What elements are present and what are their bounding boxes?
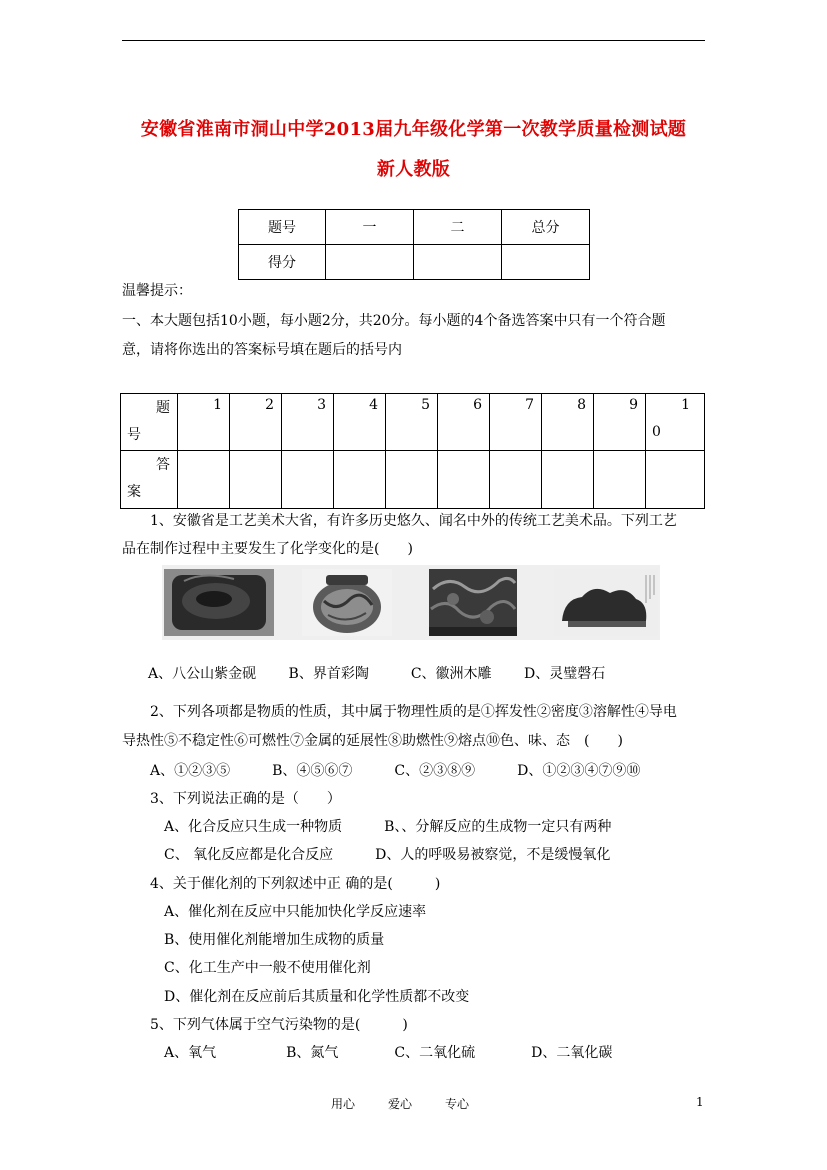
question-4-option-b: B、使用催化剂能增加生成物的质量 [164, 932, 385, 948]
question-number-cell: 5 [386, 394, 438, 451]
table-row [239, 210, 590, 245]
question-5-stem: 5、下列气体属于空气污染物的是( ) [150, 1017, 408, 1033]
table-row [239, 245, 590, 280]
section-instruction-cont: 意，请将你选出的答案标号填在题后的括号内 [122, 342, 402, 358]
answer-cell [542, 451, 594, 509]
question-4-option-c: C、化工生产中一般不使用催化剂 [164, 960, 371, 976]
header-char: 题 [156, 400, 170, 416]
tip-label: 温馨提示： [122, 283, 192, 299]
footer-word: 用心 [331, 1097, 356, 1111]
question-number-cell: 6 [438, 394, 490, 451]
question-4-option-a: A、催化剂在反应中只能加快化学反应速率 [164, 904, 427, 920]
table-row [121, 451, 705, 509]
header-char: 答 [156, 457, 170, 473]
score-cell [326, 245, 414, 280]
question-4-stem: 4、关于催化剂的下列叙述中正 确的是( ) [150, 876, 441, 892]
answer-cell [646, 451, 705, 509]
answer-cell [178, 451, 230, 509]
question-5-options: A、氧气 B、氮气 C、二氧化硫 D、二氧化碳 [164, 1045, 613, 1061]
table-row [121, 394, 705, 451]
question-3-options-cd: C、 氧化反应都是化合反应 D、人的呼吸易被察觉，不是缓慢氧化 [164, 847, 611, 863]
answer-cell [438, 451, 490, 509]
inkstone-photo [164, 569, 274, 636]
header-char: 号 [127, 427, 141, 443]
header-rule [122, 40, 705, 41]
question-number-cell: 7 [490, 394, 542, 451]
woodcarving-photo [429, 569, 517, 636]
question-1-options: A、八公山紫金砚 B、界首彩陶 C、徽洲木雕 D、灵璧磬石 [148, 666, 606, 682]
footer-word: 专心 [445, 1097, 470, 1111]
question-number-cell: 8 [542, 394, 594, 451]
answer-cell [594, 451, 646, 509]
question-1-stem: 1、安徽省是工艺美术大省，有许多历史悠久、闻名中外的传统工艺美术品。下列工艺 [150, 513, 677, 529]
question-2-stem: 2、下列各项都是物质的性质，其中属于物理性质的是①挥发性②密度③溶解性④导电 [150, 704, 677, 720]
score-header-cell: 题号 [239, 210, 326, 245]
score-header-cell: 二 [414, 210, 502, 245]
score-table [238, 209, 590, 280]
section-instruction: 一、本大题包括10小题，每小题2分，共20分。每小题的4个备选答案中只有一个符合题 [122, 313, 666, 329]
question-2-stem-cont: 导热性⑤不稳定性⑥可燃性⑦金属的延展性⑧助燃性⑨熔点⑩色、味、态 ( ) [122, 733, 623, 749]
question-2-options: A、①②③⑤ B、④⑤⑥⑦ C、②③⑧⑨ D、①②③④⑦⑨⑩ [150, 763, 641, 779]
stone-photo [554, 569, 658, 636]
answer-table [120, 393, 705, 509]
question-number-cell: 3 [282, 394, 334, 451]
score-cell [502, 245, 590, 280]
answer-row-header [121, 451, 178, 509]
answer-cell [490, 451, 542, 509]
question-number-cell: 1 0 [646, 394, 705, 451]
pottery-photo [302, 569, 392, 636]
page-number: 1 [696, 1095, 704, 1109]
question-3-options-ab: A、化合反应只生成一种物质 B、、分解反应的生成物一定只有两种 [164, 819, 612, 835]
answer-cell [230, 451, 282, 509]
question-number-cell: 9 [594, 394, 646, 451]
footer-word: 爱心 [388, 1097, 413, 1111]
answer-row-header [121, 394, 178, 451]
question-3-stem: 3、下列说法正确的是（ ） [150, 791, 341, 807]
header-char: 案 [127, 484, 141, 500]
score-row-label: 得分 [239, 245, 326, 280]
question-number-cell: 1 [178, 394, 230, 451]
score-header-cell: 一 [326, 210, 414, 245]
score-cell [414, 245, 502, 280]
answer-cell [386, 451, 438, 509]
page-title: 安徽省淮南市洞山中学2013届九年级化学第一次教学质量检测试题 [140, 119, 687, 140]
page-subtitle: 新人教版 [376, 159, 451, 180]
score-header-cell: 总分 [502, 210, 590, 245]
craft-photo-strip [162, 565, 660, 640]
question-number-cell: 4 [334, 394, 386, 451]
question-number-cell: 2 [230, 394, 282, 451]
question-1-stem-cont: 品在制作过程中主要发生了化学变化的是( ) [122, 541, 413, 557]
answer-cell [334, 451, 386, 509]
question-4-option-d: D、催化剂在反应前后其质量和化学性质都不改变 [164, 989, 470, 1005]
answer-cell [282, 451, 334, 509]
